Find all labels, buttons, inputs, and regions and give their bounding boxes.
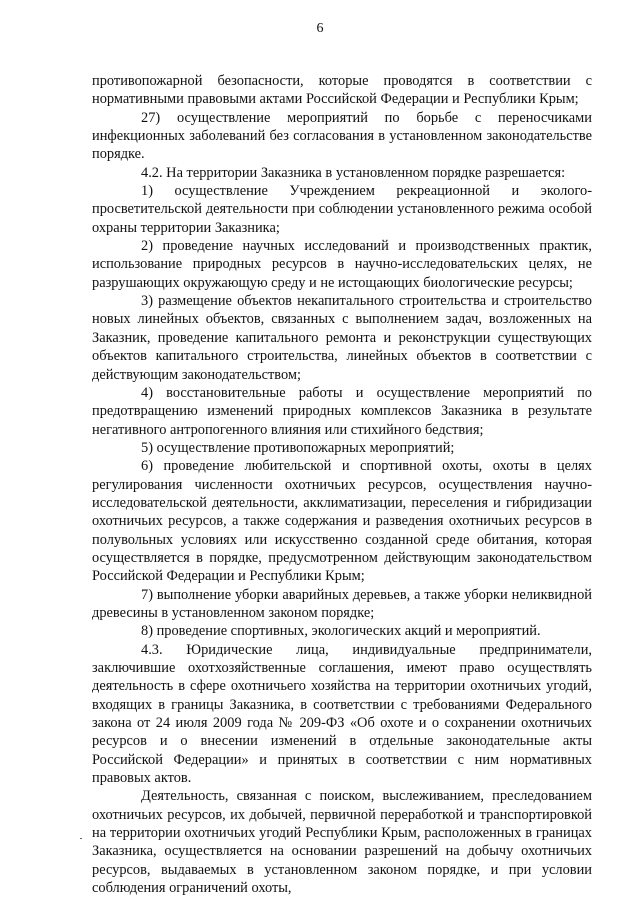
paragraph: 8) проведение спортивных, экологических акций и мероприятий.: [141, 623, 541, 640]
page-number: 6: [316, 21, 324, 36]
paragraph: 1) осуществление Учреждением рекреационной и эколого-просветительской деятельности при соблюдении установленного режима особой охраны территории Заказника;: [92, 183, 592, 236]
paragraph: 4.3. Юридические лица, индивидуальные предприниматели, заключившие охотхозяйственные соглашения, имеют право осуществлять деятельность в сфере охотничьего хозяйства на территории охотничьих угодий, входящих в границы Заказника, в соответствии с требованиями Федерального закона от 24 июля 2009 года № 209-ФЗ «Об охоте и о сохранении охотничьих ресурсов и о внесении изменений в отдельные законодательные акты Российской Федерации» и принятых в соответствии с ним нормативных правовых актов.: [92, 641, 592, 787]
paragraph: Деятельность, связанная с поиском, выслеживанием, преследованием охотничьих ресурсов, их добычей, первичной переработкой и транспортировкой на территории охотничьих угодий Республики Крым, расположенных в границах Заказника, осуществляется на основании разрешений на добычу охотничьих ресурсов, выдаваемых в установленном законом порядке, и при условии соблюдения ограничений охоты,: [92, 788, 592, 897]
paragraph: 2) проведение научных исследований и производственных практик, использование природных ресурсов в научно-исследовательских целях, не разрушающих окружающую среду и не истощающих биологические ресурсы;: [92, 238, 592, 291]
paragraph: 5) осуществление противопожарных мероприятий;: [141, 439, 455, 456]
scan-mark: [80, 838, 82, 839]
document-body: [92, 72, 592, 897]
paragraph: 4) восстановительные работы и осуществление мероприятий по предотвращению изменений природных комплексов Заказника в результате негативного антропогенного влияния или стихийного бедствия;: [92, 384, 592, 438]
paragraph: 3) размещение объектов некапитального строительства и строительство новых линейных объектов, связанных с выполнением задач, возложенных на Заказник, проведение капитального ремонта и реконструкции существующих объектов капитального строительства, линейных объектов в соответствии с действующим законодательством;: [92, 293, 592, 383]
paragraph: 4.2. На территории Заказника в установленном порядке разрешается:: [141, 164, 566, 181]
paragraph: 7) выполнение уборки аварийных деревьев, а также уборки неликвидной древесины в установленном законом порядке;: [92, 586, 592, 621]
paragraph: 6) проведение любительской и спортивной охоты, охоты в целях регулирования численности охотничьих ресурсов, осуществления научно-исследовательской деятельности, акклиматизации, переселения и гибридизации охотничьих ресурсов, а также содержания и разведения охотничьих ресурсов в полувольных условиях или искусственно созданной среде обитания, которая осуществляется в порядке, предусмотренном действующим законодательством Российской Федерации и Республики Крым;: [92, 458, 592, 585]
paragraph: 27) осуществление мероприятий по борьбе с переносчиками инфекционных заболеваний без согласования в установленном законодательстве порядке.: [92, 109, 592, 163]
paragraph: противопожарной безопасности, которые проводятся в соответствии с нормативными правовыми актами Российской Федерации и Республики Крым;: [92, 73, 592, 108]
